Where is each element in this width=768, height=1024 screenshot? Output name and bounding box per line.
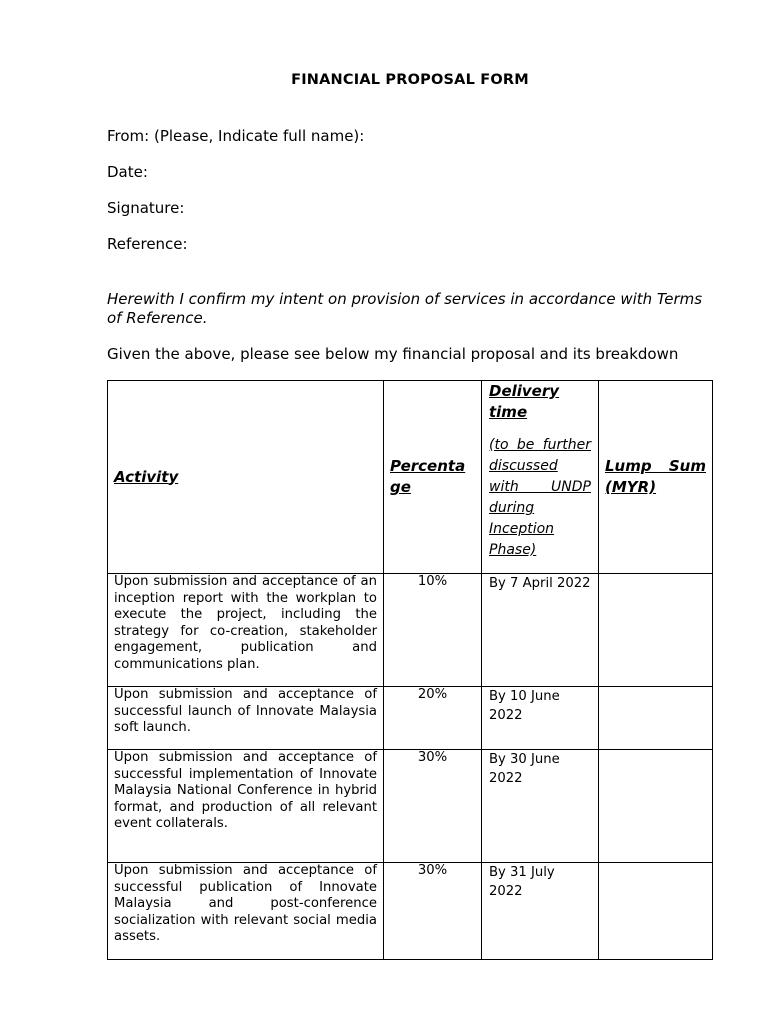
header-percentage-cell <box>384 381 482 574</box>
header-delivery-note: (to be further discussed with UNDP during Inception Phase) <box>489 437 591 558</box>
header-lump-sum: Lump Sum (MYR) <box>605 457 706 496</box>
date-field-label: Date: <box>107 163 148 181</box>
reference-field-label: Reference: <box>107 235 188 253</box>
activity-cell <box>108 863 384 960</box>
lump-sum-cell[interactable] <box>599 687 713 750</box>
delivery-value: By 7 April 2022 <box>489 576 591 591</box>
activity-cell <box>108 750 384 863</box>
delivery-cell <box>482 863 599 960</box>
percentage-value: 30% <box>417 863 448 878</box>
lump-sum-cell[interactable] <box>599 863 713 960</box>
confirmation-statement: Herewith I confirm my intent on provision of services in accordance with Terms of Reference. <box>107 290 703 327</box>
activity-text: Upon submission and acceptance of successful implementation of Innovate Malaysia National Conference in hybrid format, and production of all relevant event collaterals. <box>114 750 377 831</box>
table-row <box>108 863 713 960</box>
header-activity: Activity <box>114 467 179 486</box>
percentage-cell <box>384 750 482 863</box>
delivery-value: By 31 July 2022 <box>489 865 555 899</box>
activity-text: Upon submission and acceptance of an inception report with the workplan to execute the project, including the strategy for co-creation, stakeholder engagement, publication and communications plan. <box>114 574 377 672</box>
delivery-cell <box>482 750 599 863</box>
lump-sum-cell[interactable] <box>599 574 713 687</box>
delivery-value: By 10 June 2022 <box>489 689 560 723</box>
table-row <box>108 687 713 750</box>
delivery-cell <box>482 687 599 750</box>
delivery-value: By 30 June 2022 <box>489 752 560 786</box>
activity-text: Upon submission and acceptance of successful launch of Innovate Malaysia soft launch. <box>114 687 377 735</box>
percentage-value: 10% <box>417 574 448 589</box>
header-lump-sum-cell <box>599 381 713 574</box>
table-header-row <box>108 381 713 574</box>
header-activity-cell <box>108 381 384 574</box>
intro-statement: Given the above, please see below my financial proposal and its breakdown <box>107 345 679 363</box>
delivery-cell <box>482 574 599 687</box>
header-delivery-title: Delivery time <box>489 382 560 421</box>
percentage-value: 30% <box>417 750 448 765</box>
document-title: FINANCIAL PROPOSAL FORM <box>291 72 529 88</box>
lump-sum-cell[interactable] <box>599 750 713 863</box>
percentage-cell <box>384 574 482 687</box>
table-row <box>108 750 713 863</box>
percentage-cell <box>384 687 482 750</box>
financial-breakdown-table <box>107 380 713 960</box>
table-row <box>108 574 713 687</box>
from-field-label: From: (Please, Indicate full name): <box>107 127 365 145</box>
signature-field-label: Signature: <box>107 199 185 217</box>
activity-cell <box>108 574 384 687</box>
activity-text: Upon submission and acceptance of successful publication of Innovate Malaysia and post-conference socialization with relevant social media assets. <box>114 863 377 944</box>
header-percentage: Percentage <box>390 457 466 496</box>
percentage-value: 20% <box>417 687 448 702</box>
percentage-cell <box>384 863 482 960</box>
header-delivery-cell <box>482 381 599 574</box>
activity-cell <box>108 687 384 750</box>
